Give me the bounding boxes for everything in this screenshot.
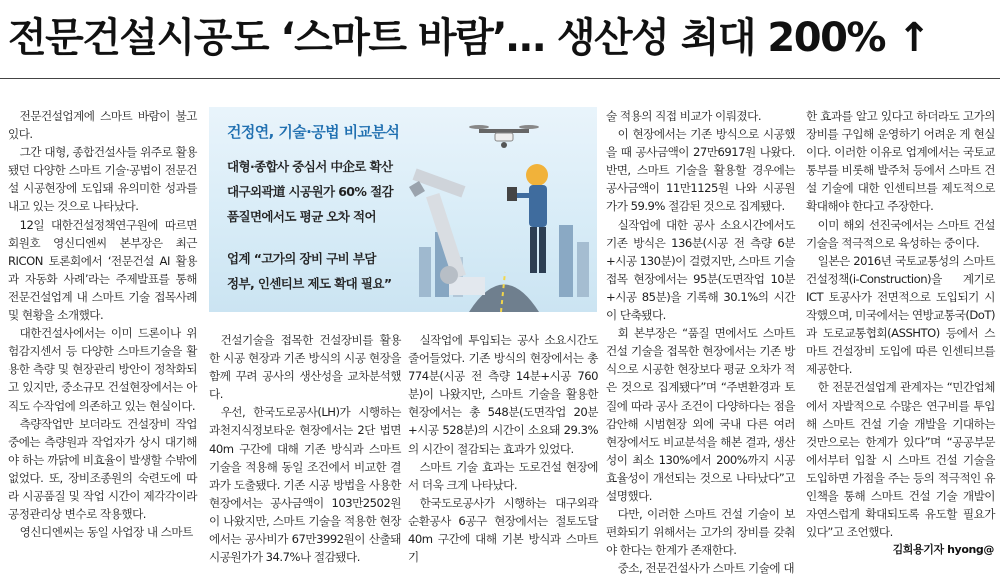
paragraph: 그간 대형, 종합건설사들 위주로 활용됐던 다양한 스마트 기술·공법이 전문건설 시공현장에 도입돼 유의미한 성과를 내고 있는 것으로 나타났다. — [8, 145, 197, 214]
paragraph: 영신디엔씨는 동일 사업장 내 스마트 — [19, 525, 193, 540]
robot-arm-illustration — [409, 107, 597, 312]
infographic — [209, 107, 597, 312]
paragraph: 실작업에 대한 공사 소요시간에서도 기존 방식은 136분(시공 전 측량 6분+시공 130분)이 걸렸지만, 스마트 기술 접목 현장에서는 95분(도면작업 10분+시공 85분)을 기록해 30.1%의 시간이 단축됐다. — [606, 217, 795, 323]
paragraph: 스마트 기술 효과는 도로건설 현장에서 더욱 크게 나타났다. — [408, 459, 598, 492]
paragraph: 이미 해외 선진국에서는 스마트 건설기술을 적극적으로 육성하는 중이다. — [806, 217, 995, 250]
paragraph: 한 전문건설업계 관계자는 “민간업체에서 자발적으로 수많은 연구비를 투입해 스마트 건설 기술 개발을 기대하는 것만으로는 한계가 있다”며 “공공부문에서부터 입찰 시 스마트 건설 기술을 도입하면 가점을 주는 등의 적극적인 유인책을 통해 스마트 건설 기술 개발이 자연스럽게 확대되도록 유도할 필요가 있다”고 조언했다. — [806, 380, 995, 540]
paragraph: 측량작업만 보더라도 건설장비 작업중에는 측량원과 작업자가 상시 대기해야 하는 까닭에 비효율이 발생할 수밖에 없었다. 또, 장비조종원의 숙련도에 따라 시공품질 및 작업 시간이 제각각이라 공정관리상 변수로 작용했다. — [8, 416, 197, 522]
article-column-1 — [8, 107, 197, 552]
paragraph: 우선, 한국도로공사(LH)가 시행하는 과천지식정보타운 현장에서는 2단 법면 40m 구간에 대해 기존 방식과 스마트 기술을 적용해 동일 조건에서 비교한 결과가 도출됐다. 기존 시공 방법을 사용한 현장에서는 공사금액이 103만2502원이 나왔지만, 스마트 기술을 적용한 현장에서는 공사비가 67만3992원이 산출돼 시공원가가 34.7%나 절감됐다. — [209, 405, 401, 565]
infographic-line: 대구외곽道 시공원가 60% 절감 — [227, 184, 394, 199]
paragraph: 건설기술을 접목한 건설장비를 활용한 시공 현장과 기존 방식의 시공 현장을 함께 꾸려 공사의 생산성을 교차분석했다. — [209, 333, 401, 402]
paragraph: 중소, 전문건설사가 스마트 기술에 대 — [617, 561, 795, 576]
headline-rule — [0, 78, 1000, 79]
headline: 전문건설시공도 ‘스마트 바람’… 생산성 최대 200% ↑ — [8, 15, 930, 61]
paragraph: 실작업에 투입되는 공사 소요시간도 줄어들었다. 기존 방식의 현장에서는 총 774분(시공 전 측량 14분+시공 760분)이 나왔지만, 스마트 기술을 활용한 현장에서는 총 548분(도면작업 20분+시공 528분)의 시간이 소요돼 29.3%의 시간이 절감되는 효과가 있었다. — [408, 333, 598, 456]
paragraph: 회 본부장은 “품질 면에서도 스마트 건설 기술을 접목한 현장에서는 기존 방식으로 시공한 현장보다 평균 오차가 적은 것으로 집계됐다”며 “주변환경과 토질에 따라 공사 조건이 다양하다는 점을 감안해 시범현장 외에 국내 다른 여러 현장에서도 비교분석을 해본 결과, 생산성이 최소 130%에서 200%까지 시공 효율성이 개선되는 것으로 나타났다”고 설명했다. — [606, 326, 795, 503]
infographic-line: 품질면에서도 평균 오차 적어 — [227, 209, 376, 224]
paragraph: 한국도로공사가 시행하는 대구외곽 순환공사 6공구 현장에서는 절토도달 40m 구간에 대해 기본 방식과 스마트 기 — [408, 495, 598, 565]
paragraph: 대한건설사에서는 이미 드론이나 위험감지센서 등 다양한 스마트기술을 활용한 측량 및 현장관리 방안이 정착화되고 있지만, 중소규모 건설현장에서는 아직도 수작업에 의존하고 있는 현실이다. — [8, 326, 197, 413]
article-column-2 — [209, 331, 401, 565]
paragraph: 12일 대한건설정책연구원에 따르면 회원호 영신디엔씨 본부장은 최근 RICON 토론회에서 ‘전문건설 AI 활용과 자동화 사례’라는 주제발표를 통해 전문건설업계 내 스마트 기술 접목사례 및 현황을 소개했다. — [8, 217, 197, 323]
infographic-line: 정부, 인센티브 제도 확대 필요” — [227, 276, 392, 291]
infographic-title: 건정연, 기술·공법 비교분석 — [227, 123, 400, 141]
paragraph: 술 적용의 직접 비교가 이뤄졌다. — [606, 109, 762, 123]
infographic-line: 업계 “고가의 장비 구비 부담 — [227, 251, 376, 266]
paragraph: 다만, 이러한 스마트 건설 기술이 보편화되기 위해서는 고가의 장비를 갖춰야 한다는 한계가 존재한다. — [606, 507, 795, 558]
article-column-4 — [606, 107, 795, 576]
paragraph: 전문건설업계에 스마트 바람이 불고 있다. — [8, 109, 197, 142]
byline: 김희용기자 hyong@ — [887, 541, 994, 557]
paragraph: 이 현장에서는 기존 방식으로 시공했을 때 공사금액이 27만6917원 나왔다. 반면, 스마트 기술을 활용할 경우에는 공사금액이 11만1125원 나와 시공원가가 59.9% 절감된 것으로 집계됐다. — [606, 127, 795, 214]
article-column-5 — [806, 107, 995, 552]
article-column-3 — [408, 331, 598, 565]
drone-icon — [469, 125, 539, 148]
paragraph: 일본은 2016년 국토교통성의 스마트 건설정책(i-Construction)을 계기로 ICT 토공사가 전면적으로 도입되기 시작했으며, 미국에서는 연방교통국(DoT)과 도로교통협회(ASSHTO) 등에서 스마트 건설장비 도입에 따른 인센티브를 제공한다. — [806, 253, 995, 377]
paragraph: 한 효과를 알고 있다고 하더라도 고가의 장비를 구입해 운영하기 어려운 게 현실이다. 이러한 이유로 업계에서는 국토교통부를 비롯해 발주처 등에서 스마트 건설 기술에 대한 인센티브를 제도적으로 확대해야 한다고 주장한다. — [806, 109, 995, 214]
infographic-line: 대형·종합사 중심서 中企로 확산 — [227, 159, 393, 174]
